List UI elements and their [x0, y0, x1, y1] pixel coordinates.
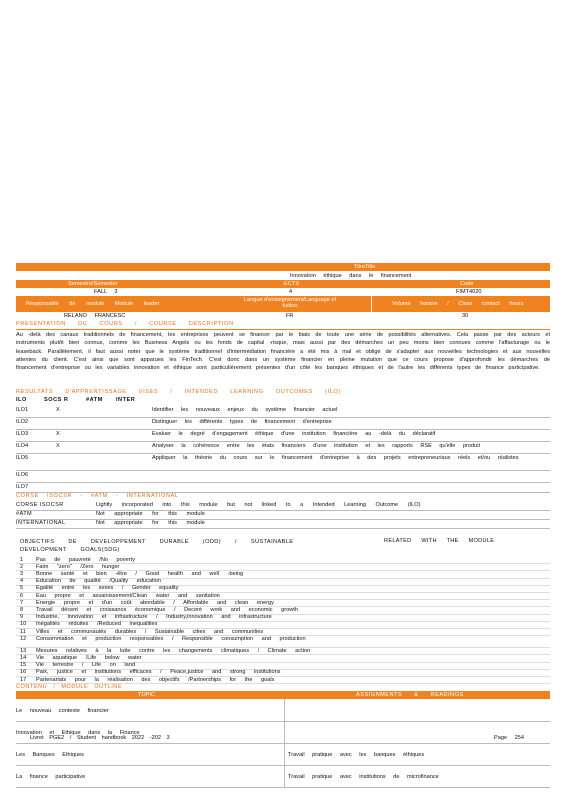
sdg-number: 7: [20, 599, 24, 606]
focus-text: Not appropriate for this module: [96, 520, 205, 526]
content-header-bar: [16, 691, 550, 699]
focus-label: #ATM: [16, 511, 33, 517]
assign-label: ASSIGNMENTS & READINGS: [356, 692, 464, 699]
ilo-text: Evaluer le degré d'engagement éthique d'une institution financière au -delà du déclaratif: [152, 431, 436, 437]
ilo-id: ILO4: [16, 443, 29, 449]
presentation-text: Au -delà des canaux traditionnels de financement, les entreprises peuvent se financer par le biais de toute une série de possibilités alternatives. Cela passe par des acteurs et instruments plutôt bien connus, comme les Business Angels ou les fonds de capital -risque, mais aussi par des démarches un peu moins bien connues comme l'affacturage ou le leaseback. Parallèlement, il faut aussi noter que le système traditionnel d'intermédiation financière a été mis à mal et obligé de s'adapter aux nouvelles technologies et aux nouvelles attentes du client. C'est ainsi que sont apparues les FinTech. C'est donc dans un système financier en pleine mutation que ce cours propose d'approfondir les démarches de financement d'entreprise ou les variables innovation et éthique sont particulièrement présentes d'un côté les banques éthiques et de l'autre les différents types de finance participative.: [16, 332, 550, 372]
col-atm: #ATM: [86, 397, 103, 403]
content-topic: Les Banques Ethiques: [16, 752, 84, 759]
sdg-text: Education de qualité /Quality education: [36, 578, 162, 585]
module-title: Innovation éthique dans le financement: [290, 273, 412, 279]
ilo-id: ILO3: [16, 431, 29, 437]
topic-label: TOPIC: [138, 692, 155, 699]
ilo-socsr-mark: X: [56, 443, 60, 449]
volume-value: 30: [462, 313, 469, 319]
ilo-text: Appliquer la théorie du cours sur le financement d'entreprise à des projets entrepreneuriaux réels et/ou réalistes: [152, 455, 519, 461]
language-value: FR: [286, 313, 294, 319]
sdg-number: 6: [20, 592, 24, 599]
code-value: FIMT4020: [456, 289, 482, 295]
title-label: TitreTitle: [354, 264, 376, 270]
content-divider: [284, 765, 285, 787]
outcomes-title: RESULTATS D'APPRENTISSAGE VISES / INTENDED LEARNING OUTCOMES (ILO): [16, 389, 341, 395]
focus-text: Lightly incorporated into this module but not linked to a Intended Learning Outcome (ILO): [96, 502, 421, 508]
sdg-related-label: RELATED WITH THE MODULE: [384, 538, 495, 544]
ilo-id: ILO6: [16, 472, 29, 478]
col-socsr: SOCS R: [44, 397, 69, 403]
sdg-header: [16, 536, 550, 554]
title-label-bar: [16, 263, 550, 271]
responsable-value: RELANO FRANCESC: [64, 313, 126, 319]
sdg-text: Bonne santé et bien -être / Good health and well -being: [36, 570, 244, 577]
sdg-number: 3: [20, 570, 24, 577]
col-ilo: ILO: [16, 397, 27, 403]
content-divider: [284, 699, 285, 721]
content-topic: Innovation et Ethique dans la Finance: [16, 730, 140, 737]
ilo-id: ILO1: [16, 407, 29, 413]
language-label: Langue d'enseignement/Language of tuition: [243, 297, 337, 310]
content-assign: Travail pratique avec institutions de microfinance: [288, 774, 439, 781]
sdg-text: Villes et communautés durables / Sustainable cities and communities: [36, 628, 264, 635]
sdg-text: Eau propre et assainissement/Clean water and sanitation: [36, 592, 220, 599]
ilo-id: ILO2: [16, 419, 29, 425]
sdg-text: Industrie, innovation et infrastructure / Industry,innovation and infrastructure: [36, 614, 272, 621]
code-label: Code: [460, 281, 474, 287]
content-divider: [284, 721, 285, 743]
sdg-number: 13: [20, 647, 27, 654]
footer-page: Page 254: [494, 735, 524, 741]
sdg-number: 9: [20, 614, 24, 621]
focus-row: [16, 519, 550, 529]
ilo-socsr-mark: X: [56, 431, 60, 437]
content-assign: Travail pratique avec les banques éthiques: [288, 752, 425, 759]
sdg-number: 12: [20, 635, 27, 642]
ects-value: 4: [289, 289, 293, 295]
sdg-number: 10: [20, 621, 27, 628]
content-title: CONTENU / MODULE OUTLINE: [16, 684, 123, 691]
sdg-text: Energie propre et d'un coût abordable / Affordable and clean energy: [36, 599, 274, 606]
sdg-text: Travail décent et croissance économique / Decent work and economic growth: [36, 606, 298, 613]
sdg-text: Faim "zero" /Zero hunger: [36, 563, 120, 570]
footer-left: Livret PGE2 / Student handbook 2022 -202 3: [30, 735, 170, 741]
content-row: [16, 699, 550, 722]
sdg-number: 1: [20, 556, 24, 563]
focus-label: CORSE ISOCSR: [16, 502, 64, 508]
sdg-text: Mesures relatives à la lutte contre les changements climatiques / Climate action: [36, 647, 311, 654]
sdg-number: 14: [20, 654, 27, 661]
responsable-label: Responsable de module Module leader: [26, 301, 160, 307]
outcomes-columns: [16, 397, 216, 405]
responsable-value-row: [16, 312, 550, 320]
col-inter: INTER: [116, 397, 136, 403]
ilo-row: [16, 453, 550, 471]
sdg-text: Inégalités réduites /Reduced inequalities: [36, 621, 158, 628]
sdg-text: Paix, justice et institutions efficaces / Peace,justice and strong institutions: [36, 669, 281, 676]
semester-value: FALL 3: [94, 289, 118, 295]
content-row: [16, 765, 550, 788]
sdg-text: Partenariats pour la réalisation des objectifs /Partnerships for the goals: [36, 676, 275, 683]
ilo-text: Identifier les nouveaux enjeux du système financier actuel: [152, 407, 338, 413]
focus-title: CORSE ISOCSR - #ATM - INTERNATIONAL: [16, 493, 179, 499]
focus-text: Not appropriate for this module: [96, 511, 205, 517]
responsable-header-bar: [16, 296, 550, 312]
sdg-number: 17: [20, 676, 27, 683]
content-topic: Le nouveau contexte financier: [16, 708, 109, 715]
ilo-text: Analyser la cohérence entre les états financiers d'une institution et les rapports RSE qu'elle produit: [152, 443, 481, 449]
sdg-text: Consommation et production responsables / Responsible consumption and production: [36, 635, 306, 642]
sdg-number: 4: [20, 578, 24, 585]
content-divider: [284, 743, 285, 765]
ilo-text: Distinguer les différents types de financement d'entreprise: [152, 419, 332, 425]
sdg-title: OBJECTIFS DE DEVELOPPEMENT DURABLE (ODD) / SUSTAINABLE DEVELOPMENT GOALS(SDG): [20, 539, 294, 553]
outcomes-table: [16, 405, 550, 492]
ects-label: ECTS: [284, 281, 299, 287]
ilo-id: ILO5: [16, 455, 29, 461]
presentation-title: PRESENTATION DU COURS / COURSE DESCRIPTION: [16, 321, 234, 327]
ilo-row: [16, 482, 550, 493]
sdg-number: 11: [20, 628, 26, 635]
sdg-number: 5: [20, 585, 24, 592]
sdg-text: Egalité entre les sexes / Gender equality: [36, 585, 179, 592]
volume-label: Volume horaire / Class contact hours: [392, 301, 524, 307]
ilo-id: ILO7: [16, 484, 29, 490]
sdg-text: Pas de pauvreté /No poverty: [36, 556, 135, 563]
sdg-row: [16, 676, 550, 684]
semester-value-row: [16, 288, 550, 296]
semester-label: Semestre/Semester: [68, 281, 118, 287]
sdg-text: Vie aquatique /Life below water: [36, 654, 142, 661]
content-row: [16, 743, 550, 766]
sdg-number: 16: [20, 669, 27, 676]
presentation-divider: [16, 329, 550, 330]
sdg-number: 8: [20, 606, 24, 613]
focus-label: INTERNATIONAL: [16, 520, 66, 526]
title-value-row: [16, 271, 550, 280]
ilo-socsr-mark: X: [56, 407, 60, 413]
sdg-number: 2: [20, 563, 24, 570]
sdg-text: Vie terrestre / Life on land: [36, 662, 135, 669]
content-topic: La finance participative: [16, 774, 86, 781]
sdg-number: 15: [20, 662, 27, 669]
semester-header-bar: [16, 280, 550, 288]
